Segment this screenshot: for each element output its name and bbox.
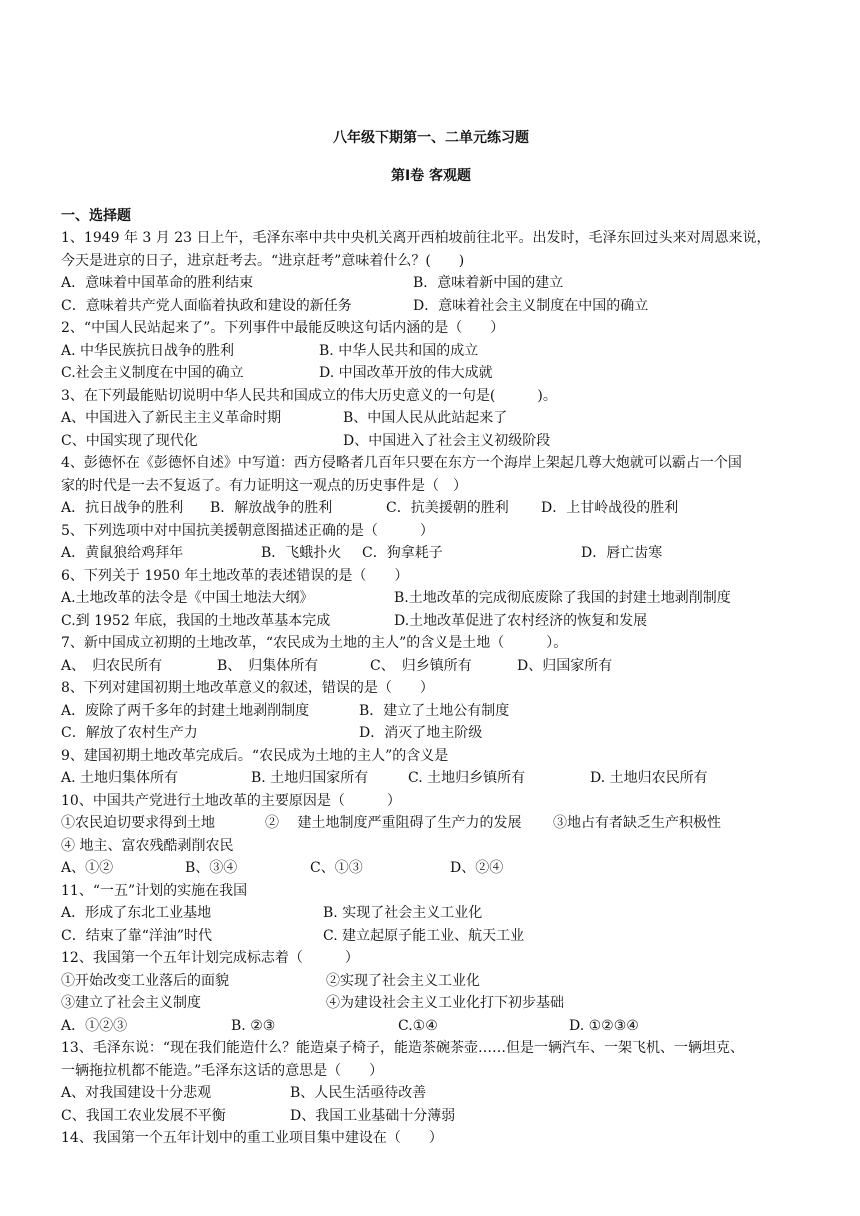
- option-d: C. 建立起原子能工业、航天工业: [323, 927, 525, 944]
- question-3-options-row-1: [61, 407, 801, 430]
- question-8-options-row-2: [61, 722, 801, 745]
- question-5-options: [61, 542, 801, 565]
- option-c: C．结束了靠“洋油”时代: [61, 927, 213, 944]
- option-a: A、 归农民所有: [61, 657, 163, 674]
- question-14-stem: 14、我国第一个五年计划中的重工业项目集中建设在（ ）: [61, 1130, 443, 1146]
- question-8-stem: 8、下列对建国初期土地改革意义的叙述，错误的是（ ）: [61, 680, 434, 696]
- option-d: D.土地改革促进了农村经济的恢复和发展: [394, 612, 648, 629]
- statement-3: ③建立了社会主义制度: [61, 995, 201, 1011]
- statement-1: ①开始改变工业落后的面貌: [61, 972, 229, 989]
- question-4-stem: 4、彭德怀在《彭德怀自述》中写道：西方侵略者几百年只要在东方一个海岸上架起几尊大炮就可以霸占一个国: [61, 455, 742, 471]
- option-b: B. 实现了社会主义工业化: [323, 905, 483, 921]
- option-b: B. ②③: [231, 1017, 276, 1034]
- option-c: C.到 1952 年底，我国的土地改革基本完成: [61, 612, 331, 629]
- question-11-options-row-1: [61, 902, 801, 925]
- question-5-stem: 5、下列选项中对中国抗美援朝意图描述正确的是（ ）: [61, 522, 434, 539]
- option-a: A、中国进入了新民主主义革命时期: [61, 410, 282, 426]
- option-b: B．飞蛾扑火: [261, 545, 342, 561]
- option-d: D、②④: [450, 860, 504, 876]
- option-d: D、归国家所有: [517, 657, 613, 674]
- option-c: C、我国工农业发展不平衡: [61, 1107, 226, 1124]
- option-a: A、①②: [61, 860, 114, 876]
- question-8-options-row-1: [61, 700, 801, 723]
- option-b: B、 归集体所有: [217, 657, 319, 674]
- question-11-stem: 11、“一五”计划的实施在我国: [61, 882, 248, 899]
- question-12-statements-row-2: [61, 992, 801, 1015]
- option-a: A. 土地归集体所有: [61, 770, 179, 786]
- question-13-stem: 13、毛泽东说：“现在我们能造什么？能造桌子椅子，能造茶碗茶壶……但是一辆汽车、一架飞机、一辆坦克、: [61, 1040, 744, 1056]
- option-c: C.①④: [398, 1017, 438, 1034]
- question-4-options: [61, 497, 801, 520]
- option-d: D、我国工业基础十分薄弱: [290, 1107, 456, 1124]
- option-a: A．形成了东北工业基地: [61, 905, 212, 921]
- option-d: D．消灭了地主阶级: [359, 725, 483, 741]
- statement-4: ④为建设社会主义工业化打下初步基础: [326, 995, 564, 1011]
- option-d: D. ①②③④: [569, 1017, 639, 1034]
- question-7-options: [61, 655, 801, 678]
- question-13-options-row-2: [61, 1105, 801, 1128]
- question-list: [61, 227, 801, 1150]
- option-c: C．狗拿耗子: [362, 545, 443, 561]
- option-c: C.社会主义制度在中国的确立: [61, 365, 244, 381]
- option-b: B．建立了土地公有制度: [359, 702, 510, 719]
- option-d: D. 中国改革开放的伟大成就: [319, 365, 493, 381]
- question-10-stem: 10、中国共产党进行土地改革的主要原因是（ ）: [61, 792, 401, 809]
- question-2-stem: 2、“中国人民站起来了”。下列事件中最能反映这句话内涵的是（ ）: [61, 320, 505, 336]
- question-2-options-row-1: [61, 340, 801, 363]
- option-c: C、 归乡镇所有: [370, 657, 472, 674]
- document-subtitle: 第Ⅰ卷 客观题: [390, 168, 472, 184]
- question-1-options-row-1: [61, 272, 801, 295]
- question-10-statements-row-2: ④ 地主、富农残酷剥削农民: [61, 837, 234, 854]
- option-a: A．废除了两千多年的封建土地剥削制度: [61, 702, 310, 719]
- option-c: C、中国实现了现代化: [61, 432, 198, 449]
- question-6-options-row-1: [61, 587, 801, 610]
- question-11-options-row-2: [61, 925, 801, 948]
- option-c: C. 土地归乡镇所有: [408, 770, 526, 786]
- option-b: B. 土地归国家所有: [251, 770, 369, 786]
- statement-2: ②实现了社会主义工业化: [326, 972, 480, 989]
- option-a: A．抗日战争的胜利: [61, 500, 184, 516]
- statement-1: ①农民迫切要求得到土地: [61, 815, 215, 831]
- question-13-stem-cont: 一辆拖拉机都不能造。”毛泽东这话的意思是（ ）: [61, 1062, 384, 1079]
- option-c: C．意味着共产党人面临着执政和建设的新任务: [61, 297, 352, 314]
- option-a: A．黄鼠狼给鸡拜年: [61, 545, 184, 561]
- question-10-statements-row-1: [61, 812, 801, 835]
- option-b: B、③④: [185, 860, 238, 876]
- statement-2: ② 建土地制度严重阻碍了生产力的发展: [265, 815, 522, 831]
- option-d: D．意味着社会主义制度在中国的确立: [413, 297, 649, 314]
- document-title: 八年级下期第一、二单元练习题: [333, 130, 529, 146]
- question-7-stem: 7、新中国成立初期的土地改革，“农民成为土地的主人”的含义是土地（ ）。: [61, 635, 568, 651]
- question-3-options-row-2: [61, 430, 801, 453]
- option-a: A．①②③: [61, 1017, 128, 1034]
- option-b: B、中国人民从此站起来了: [343, 410, 508, 426]
- question-4-stem-cont: 家的时代是一去不复返了。有力证明这一观点的历史事件是（ ）: [61, 477, 467, 494]
- option-c: C．抗美援朝的胜利: [386, 500, 509, 516]
- option-a: A.土地改革的法令是《中国土地法大纲》: [61, 590, 314, 606]
- question-13-options-row-1: [61, 1082, 801, 1105]
- option-b: B．意味着新中国的建立: [413, 275, 564, 291]
- option-b: B．解放战争的胜利: [210, 500, 333, 516]
- option-c: C．解放了农村生产力: [61, 725, 198, 741]
- question-12-stem: 12、我国第一个五年计划完成标志着（ ）: [61, 950, 359, 966]
- option-b: B、人民生活亟待改善: [290, 1085, 427, 1101]
- option-d: D．唇亡齿寒: [581, 545, 663, 561]
- question-6-options-row-2: [61, 610, 801, 633]
- option-a: A、对我国建设十分悲观: [61, 1085, 212, 1101]
- option-d: D．上甘岭战役的胜利: [541, 500, 679, 516]
- section-heading: 一、选择题: [61, 208, 131, 224]
- question-1-stem: 1、1949 年 3 月 23 日上午，毛泽东率中共中央机关离开西柏坡前往北平。出发时，毛泽东回过头来对周恩来说，: [61, 230, 771, 246]
- question-1-options-row-2: [61, 295, 801, 318]
- statement-3: ③地占有者缺乏生产积极性: [553, 815, 721, 831]
- question-3-stem: 3、在下列最能贴切说明中华人民共和国成立的伟大历史意义的一句是( )。: [61, 387, 557, 404]
- question-12-statements-row-1: [61, 970, 801, 993]
- question-9-options: [61, 767, 801, 790]
- option-d: D、中国进入了社会主义初级阶段: [343, 432, 551, 449]
- question-6-stem: 6、下列关于 1950 年土地改革的表述错误的是（ ）: [61, 567, 409, 584]
- option-a: A．意味着中国革命的胜利结束: [61, 275, 254, 291]
- option-b: B.土地改革的完成彻底废除了我国的封建土地剥削制度: [394, 590, 731, 606]
- question-2-options-row-2: [61, 362, 801, 385]
- question-9-stem: 9、建国初期土地改革完成后。“农民成为土地的主人”的含义是: [61, 747, 449, 764]
- question-1-stem-cont: 今天是进京的日子，进京赶考去。“进京赶考”意味着什么？( ): [61, 252, 465, 269]
- option-a: A. 中华民族抗日战争的胜利: [61, 342, 235, 359]
- option-b: B. 中华人民共和国的成立: [319, 342, 479, 359]
- question-12-options: [61, 1015, 801, 1038]
- option-d: D. 土地归农民所有: [590, 770, 708, 786]
- question-10-options: [61, 857, 801, 880]
- option-c: C、①③: [310, 860, 363, 876]
